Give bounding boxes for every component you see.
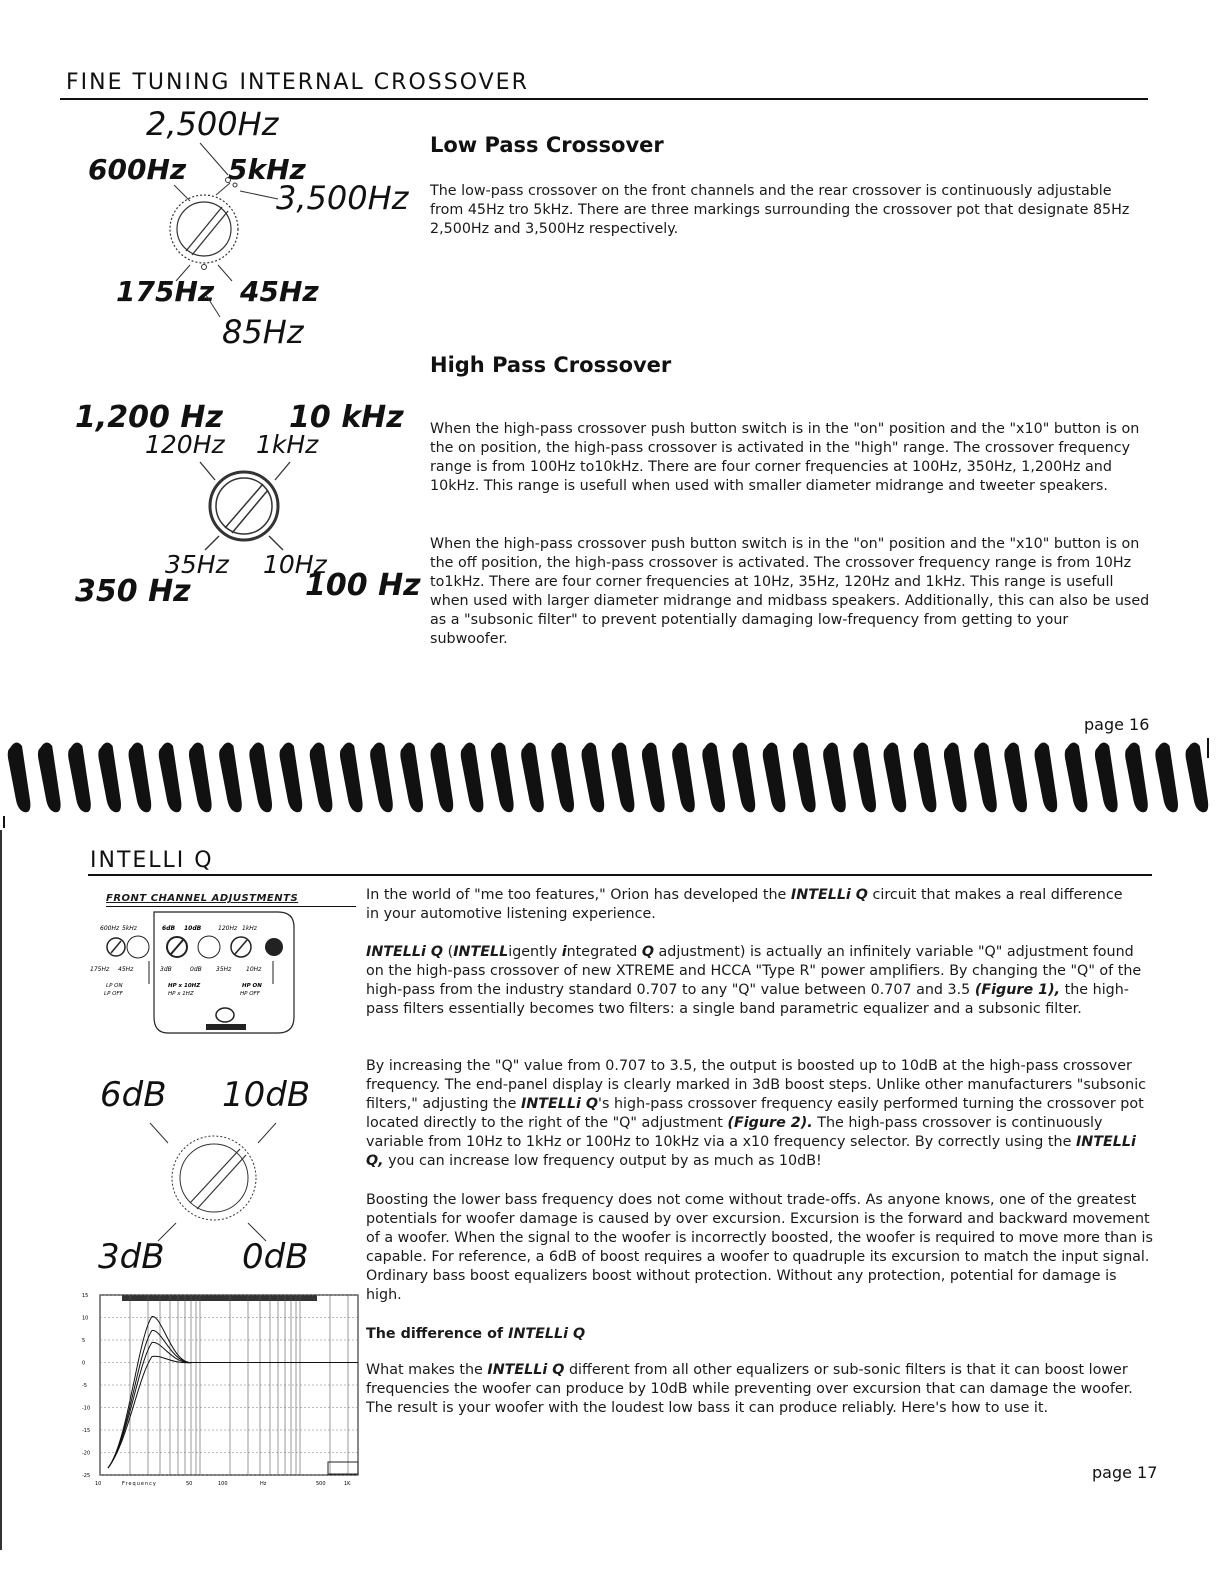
binding-coil [159, 742, 182, 812]
binding-coil [189, 742, 212, 812]
p2-c: INTELL [453, 944, 509, 960]
hp-label-100: 100 Hz [305, 568, 421, 603]
left-margin-line [0, 830, 2, 1550]
p1-a: In the world of "me too features," Orion has developed the [366, 887, 791, 903]
highpass-knob-diagram [75, 400, 420, 615]
p2-h: adjustment) is actually an infinitely variable "Q" adjustment found on the high-pass crossover of new XTREME and HCCA "Type R" power amplifiers. By changing the "Q" of the high-pass from the industry standard 0.707 to any "Q" value between 0.707 and 3.5 [366, 944, 1142, 998]
graph-x-500: 500 [316, 1481, 326, 1487]
lowpass-knob [80, 105, 410, 355]
graph-y-tick: 10 [82, 1315, 89, 1322]
p2-e: i [561, 944, 567, 960]
binding-coil [98, 742, 121, 812]
graph-x-1k: 1K [344, 1481, 351, 1487]
hp-label-1200: 1,200 Hz [75, 400, 223, 435]
binding-coil [974, 742, 997, 812]
hp-label-1k: 1kHz [256, 430, 319, 459]
binding-coil [1186, 742, 1209, 812]
graph-x-50: 50 [186, 1481, 193, 1487]
binding-coil [491, 742, 514, 812]
highpass-knob [75, 400, 420, 615]
intelliq-difference [366, 1361, 1156, 1418]
graph-curve [108, 1316, 358, 1468]
binding-coil [68, 742, 91, 812]
lp-label-85: 85Hz [222, 313, 304, 351]
p3-a: By increasing the "Q" value from 0.707 to 3.5, the output is boosted up to 10dB at the high-pass crossover frequency. The end-panel display is clearly marked in 3dB boost steps. Unlike other manufacturers "subsonic filters," adjusting the [366, 1058, 1147, 1112]
db-label-6: 6dB [100, 1075, 167, 1115]
binding-coil [1004, 742, 1027, 812]
lowpass-text: The low-pass crossover on the front channels and the rear crossover is continuously adjustable from 45Hz tro 5kHz. There are three markings surrounding the crossover pot that designate 85Hz 2,500Hz and 3,500Hz respectively. [430, 183, 1130, 237]
db-label-10: 10dB [222, 1075, 311, 1115]
binding-coil [310, 742, 333, 812]
difference-heading [366, 1325, 585, 1344]
panel-k1-bot-l: 175Hz [90, 966, 110, 973]
p2-f: ntegrated [566, 944, 642, 960]
binding-coil [1125, 742, 1148, 812]
panel-k2-top-l: 6dB [162, 925, 176, 932]
panel-hp-off: HP OFF [240, 991, 260, 997]
panel-k3-top-r: 1kHz [242, 925, 257, 932]
binding-coil [521, 742, 544, 812]
binding-coil [1065, 742, 1088, 812]
hp-label-350: 350 Hz [75, 574, 191, 609]
graph-y-tick: -10 [82, 1405, 91, 1412]
p3-g: you can increase low frequency output by as much as 10dB! [383, 1153, 822, 1169]
p3-figure-ref: (Figure 2). [727, 1115, 813, 1131]
graph-x-freq: Frequency [122, 1481, 157, 1487]
db-knob [90, 1075, 350, 1290]
p2-g: Q [641, 944, 654, 960]
p3-e: The high-pass crossover is continuously variable from 10Hz to 1kHz or 100Hz to 10kHz via a x10 frequency selector. By correctly using the [366, 1115, 1103, 1150]
panel-k3-bot-l: 35Hz [216, 966, 232, 973]
binding-coil [249, 742, 272, 812]
spiral-binding [0, 738, 1224, 828]
hp-label-120: 120Hz [145, 430, 225, 459]
panel-k2-bot-l: 3dB [160, 966, 172, 973]
section-title-crossover: FINE TUNING INTERNAL CROSSOVER [66, 70, 529, 95]
binding-coil [642, 742, 665, 812]
binding-coil [1095, 742, 1118, 812]
panel-hp-x10: HP x 10HZ [168, 983, 201, 989]
binding-coil [884, 742, 907, 812]
p1-brand: INTELLi Q [790, 887, 868, 903]
panel-k2-bot-r: 0dB [190, 966, 202, 973]
binding-coil [551, 742, 574, 812]
graph-x-hz: Hz [260, 1481, 267, 1487]
binding-coil [612, 742, 635, 812]
graph-y-tick: 5 [82, 1338, 86, 1344]
lp-label-2500: 2,500Hz [146, 105, 279, 143]
binding-coil [1035, 742, 1058, 812]
lowpass-knob-diagram [80, 105, 410, 355]
panel-k3-top-l: 120Hz [218, 925, 238, 932]
p3-brand-2: INTELLi Q, [366, 1134, 1136, 1169]
lp-label-175: 175Hz [116, 275, 215, 308]
binding-coil [853, 742, 876, 812]
graph-x-100: 100 [218, 1481, 228, 1487]
binding-coil [431, 742, 454, 812]
binding-coil [340, 742, 363, 812]
binding-coil [8, 742, 31, 812]
panel-hp-on: HP ON [242, 983, 262, 989]
graph-curve [108, 1356, 358, 1468]
binding-coil [280, 742, 303, 812]
hp-label-10: 10Hz [263, 550, 327, 579]
graph-y-tick: -20 [82, 1450, 91, 1457]
lowpass-heading: Low Pass Crossover [430, 133, 664, 157]
binding-coil [38, 742, 61, 812]
front-panel-figure [88, 892, 358, 1042]
p5-c: different from all other equalizers or sub-sonic filters is that it can boost lower frequencies the woofer can produce by 10dB while preventing over excursion that can damage the woofer. The result is your woofer with the loudest low bass it can produce reliably. Here's how to use it. [366, 1362, 1133, 1416]
binding-coil [793, 742, 816, 812]
lp-label-3500: 3,500Hz [276, 179, 409, 217]
highpass-text-2: When the high-pass crossover push button switch is in the "on" position and the "x10" button is on the off position, the high-pass crossover is activated. The crossover frequency range is from 10Hz to1kHz. There are four corner frequencies at 10Hz, 35Hz, 120Hz and 1kHz. This range is usefull when used with larger diameter midrange and midbass speakers. Additionally, this can also be used as a "subsonic filter" to prevent potentially damaging low-frequency from getting to your subwoofer. [430, 536, 1150, 647]
db-label-3: 3dB [98, 1237, 165, 1277]
binding-coil [823, 742, 846, 812]
graph-y-tick: -25 [82, 1473, 91, 1479]
panel-hp-x1: HP x 1HZ [168, 991, 194, 997]
lp-label-600: 600Hz [88, 153, 187, 186]
hp-label-35: 35Hz [165, 550, 229, 579]
p3-c: 's high-pass crossover frequency easily performed turning the crossover pot located directly to the right of the "Q" adjustment [366, 1096, 1144, 1131]
intelliq-intro [366, 886, 1136, 924]
diff-heading-a: The difference of [366, 1326, 509, 1342]
lp-label-45: 45Hz [240, 275, 319, 308]
binding-coil [944, 742, 967, 812]
page-number-16: page 16 [1084, 715, 1150, 734]
panel-k2-top-r: 10dB [184, 925, 202, 932]
panel-k3-bot-r: 10Hz [246, 966, 262, 973]
p5-a: What makes the [366, 1362, 488, 1378]
section-rule-bottom [88, 874, 1152, 876]
binding-coil [219, 742, 242, 812]
db-label-0: 0dB [242, 1237, 309, 1277]
diff-heading-brand: INTELLi Q [508, 1326, 586, 1342]
section-title-intelliq: INTELLI Q [90, 848, 214, 873]
panel-k1-top-l: 600Hz [100, 925, 120, 932]
p2-brand: INTELLi Q [366, 944, 444, 960]
binding-coil [582, 742, 605, 812]
graph-y-tick: -15 [82, 1428, 91, 1434]
p5-brand: INTELLi Q [487, 1362, 565, 1378]
panel-lp-off: LP OFF [104, 991, 123, 997]
highpass-heading: High Pass Crossover [430, 353, 672, 377]
binding-coil [461, 742, 484, 812]
panel-heading: FRONT CHANNEL ADJUSTMENTS [106, 893, 299, 904]
graph-y-tick: -5 [82, 1383, 87, 1389]
section-rule-top [60, 98, 1148, 100]
intelliq-definition [366, 943, 1156, 1019]
binding-coil [733, 742, 756, 812]
binding-coil [763, 742, 786, 812]
binding-coil [914, 742, 937, 812]
intelliq-boost [366, 1057, 1156, 1171]
panel-k1-bot-r: 45Hz [118, 966, 134, 973]
intelliq-tradeoffs: Boosting the lower bass frequency does not come without trade-offs. As anyone knows, one of the greatest potentials for woofer damage is caused by over excursion. Excursion is the forward and backward movement of a woofer. When the signal to the woofer is incorrectly boosted, the woofer is required to move more than is capable. For reference, a 6dB of boost requires a woofer to quadruple its excursion to match the input signal. Ordinary bass boost equalizers boost without protection. Without any protection, potential for damage is high. [366, 1192, 1153, 1303]
graph-x-10: 10 [95, 1481, 102, 1487]
graph-y-tick: 0 [82, 1360, 86, 1367]
binding-coil [370, 742, 393, 812]
panel-k1-top-r: 5kHz [122, 925, 137, 932]
lp-label-5k: 5kHz [228, 153, 306, 186]
p2-j: the high-pass filters essentially becomes two filters: a single band parametric equalizer and a subsonic filter. [366, 982, 1129, 1017]
binding-coil [672, 742, 695, 812]
p1-c: circuit that makes a real difference in your automotive listening experience. [366, 887, 1123, 922]
binding-coil [129, 742, 152, 812]
hp-label-10k: 10 kHz [289, 400, 404, 435]
page-number-17: page 17 [1092, 1463, 1158, 1482]
p2-figure-ref: (Figure 1), [974, 982, 1061, 998]
binding-coil [702, 742, 725, 812]
graph-curve [108, 1342, 358, 1468]
graph-y-tick: 15 [82, 1293, 89, 1299]
p2-b: ( [443, 944, 454, 960]
p2-d: igently [508, 944, 562, 960]
db-knob-diagram [90, 1075, 350, 1290]
graph-curve [108, 1330, 358, 1468]
panel-drawing [88, 907, 358, 1042]
highpass-text-1: When the high-pass crossover push button switch is in the "on" position and the "x10" button is on the on position, the high-pass crossover is activated in the "high" range. The crossover frequency range is from 100Hz to10kHz. There are four corner frequencies at 100Hz, 350Hz, 1,200Hz and 10kHz. This range is usefull when used with smaller diameter midrange and tweeter speakers. [430, 421, 1140, 494]
binding-coil [400, 742, 423, 812]
binding-coil [1155, 742, 1178, 812]
p3-brand: INTELLi Q [520, 1096, 599, 1112]
panel-lp-on: LP ON [106, 983, 123, 989]
response-graph [80, 1292, 365, 1492]
